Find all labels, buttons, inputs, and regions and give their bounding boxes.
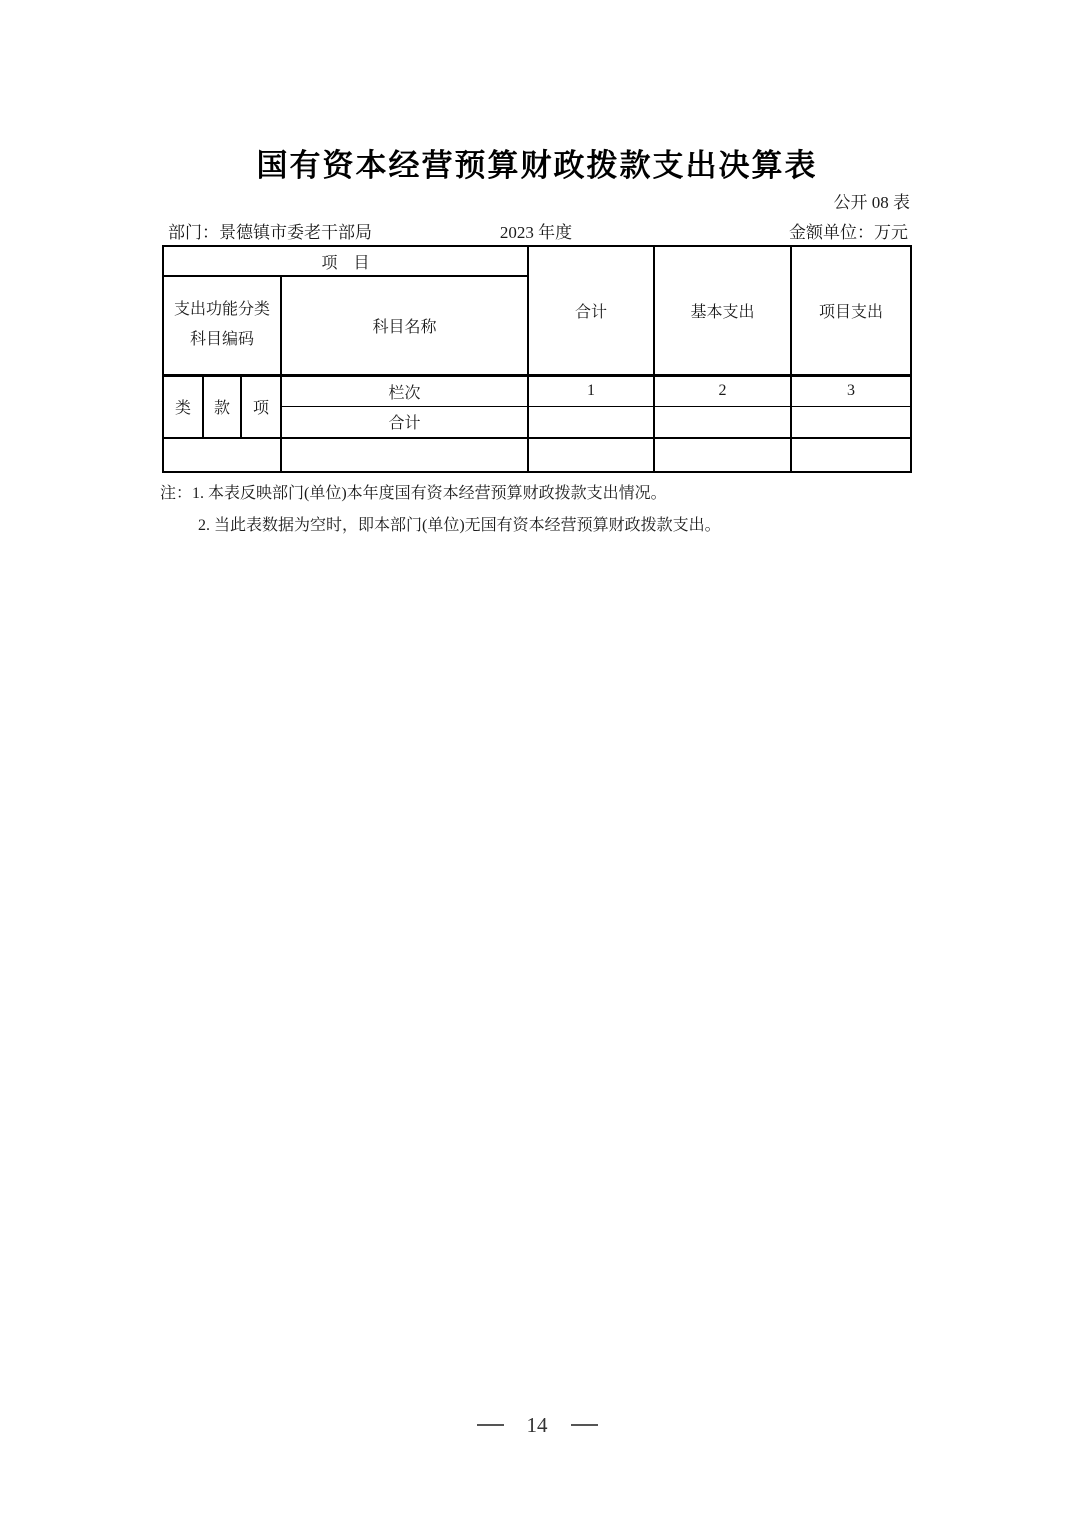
table-header-row-1 — [163, 246, 911, 276]
header-project-expenditure: 项目支出 — [791, 246, 911, 375]
total-row-basic-value — [654, 406, 791, 438]
empty-data-row — [163, 438, 911, 472]
header-total: 合计 — [528, 246, 654, 375]
fiscal-year: 2023 年度 — [499, 223, 573, 242]
func-class-line-1: 支出功能分类 — [173, 301, 270, 319]
header-item: 款 — [203, 375, 241, 438]
note-line-1: 注：1. 本表反映部门(单位)本年度国有资本经营预算财政拨款支出情况。 — [160, 485, 667, 502]
meta-row — [162, 218, 910, 242]
total-row-project-value — [791, 406, 911, 438]
footer-page-number: 14 — [526, 1413, 548, 1437]
empty-row-project-cell — [791, 438, 911, 472]
header-subject-name: 科目名称 — [281, 276, 528, 375]
header-sub-item: 项 — [241, 375, 281, 438]
empty-row-total-cell — [528, 438, 654, 472]
header-category: 类 — [163, 375, 203, 438]
form-code: 公开 08 表 — [833, 193, 910, 212]
footer-dash-right — [571, 1424, 598, 1426]
empty-row-code-cell — [163, 438, 281, 472]
page-footer — [0, 1412, 1074, 1438]
empty-row-basic-cell — [654, 438, 791, 472]
amount-unit: 金额单位：万元 — [789, 223, 908, 242]
header-basic-expenditure: 基本支出 — [654, 246, 791, 375]
empty-row-subject-cell — [281, 438, 528, 472]
total-row-label: 合计 — [281, 406, 528, 438]
column-number-2: 2 — [654, 375, 791, 406]
header-column-index-label: 栏次 — [281, 375, 528, 406]
header-func-class-code — [163, 276, 281, 375]
note-line-2: 2. 当此表数据为空时，即本部门(单位)无国有资本经营预算财政拨款支出。 — [198, 517, 721, 534]
page-title: 国有资本经营预算财政拨款支出决算表 — [256, 148, 818, 183]
budget-table — [162, 245, 912, 473]
column-number-3: 3 — [791, 375, 911, 406]
footer-dash-left — [477, 1424, 504, 1426]
department-label: 部门：景德镇市委老干部局 — [168, 223, 372, 242]
header-project-group: 项 目 — [163, 246, 528, 276]
table-notes — [160, 485, 920, 534]
func-class-line-2: 科目编码 — [189, 331, 254, 349]
table-header-row-3 — [163, 375, 911, 406]
column-number-1: 1 — [528, 375, 654, 406]
total-row-total-value — [528, 406, 654, 438]
